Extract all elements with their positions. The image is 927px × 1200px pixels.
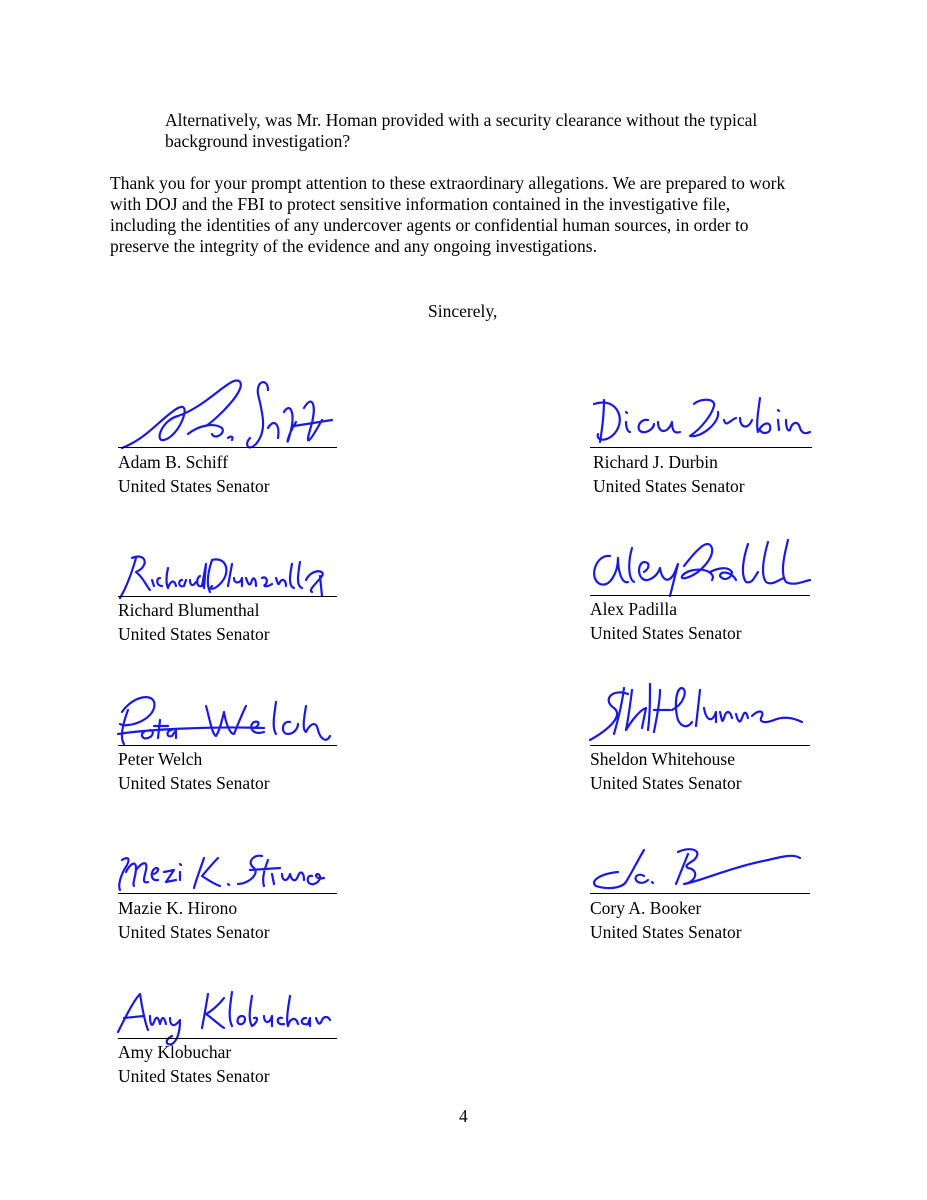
closing-paragraph-line-2: with DOJ and the FBI to protect sensitive information contained in the investigative file, — [110, 194, 731, 214]
signatory-name: Peter Welch — [118, 749, 203, 769]
signature-line — [118, 596, 337, 597]
signatory-title: United States Senator — [118, 922, 270, 942]
signature-welch — [114, 690, 338, 748]
signatory-title: United States Senator — [118, 1066, 270, 1086]
signature-line — [118, 447, 337, 448]
signature-hirono — [114, 846, 338, 896]
signature-line — [118, 1038, 337, 1039]
page-number: 4 — [459, 1106, 468, 1126]
signatory-name: Adam B. Schiff — [118, 452, 229, 472]
signature-line — [118, 893, 337, 894]
signature-whitehouse — [588, 680, 812, 748]
signature-line — [590, 447, 812, 448]
question-line-1: Alternatively, was Mr. Homan provided with a security clearance without the typical — [165, 110, 758, 130]
closing-paragraph-line-3: including the identities of any undercover agents or confidential human sources, in order to — [110, 215, 749, 235]
signature-line — [590, 893, 810, 894]
signature-padilla — [588, 528, 812, 598]
signatory-title: United States Senator — [118, 624, 270, 644]
signature-line — [118, 745, 337, 746]
valediction: Sincerely, — [428, 301, 498, 321]
signatory-name: Alex Padilla — [590, 599, 677, 619]
signature-line — [590, 745, 810, 746]
question-line-2: background investigation? — [165, 131, 351, 151]
signatory-name: Amy Klobuchar — [118, 1042, 232, 1062]
signatory-title: United States Senator — [590, 922, 742, 942]
closing-paragraph-line-1: Thank you for your prompt attention to these extraordinary allegations. We are prepared to work — [110, 173, 786, 193]
signatory-title: United States Senator — [593, 476, 745, 496]
signatory-name: Richard J. Durbin — [593, 452, 718, 472]
signatory-name: Sheldon Whitehouse — [590, 749, 736, 769]
signatory-name: Richard Blumenthal — [118, 600, 260, 620]
signatory-title: United States Senator — [590, 623, 742, 643]
signatory-name: Cory A. Booker — [590, 898, 702, 918]
signatory-title: United States Senator — [118, 773, 270, 793]
signature-booker — [588, 838, 812, 896]
signatory-title: United States Senator — [590, 773, 742, 793]
closing-paragraph-line-4: preserve the integrity of the evidence and any ongoing investigations. — [110, 236, 597, 256]
signature-durbin — [590, 392, 812, 448]
signatory-title: United States Senator — [118, 476, 270, 496]
signature-line — [590, 595, 810, 596]
signatory-name: Mazie K. Hirono — [118, 898, 238, 918]
